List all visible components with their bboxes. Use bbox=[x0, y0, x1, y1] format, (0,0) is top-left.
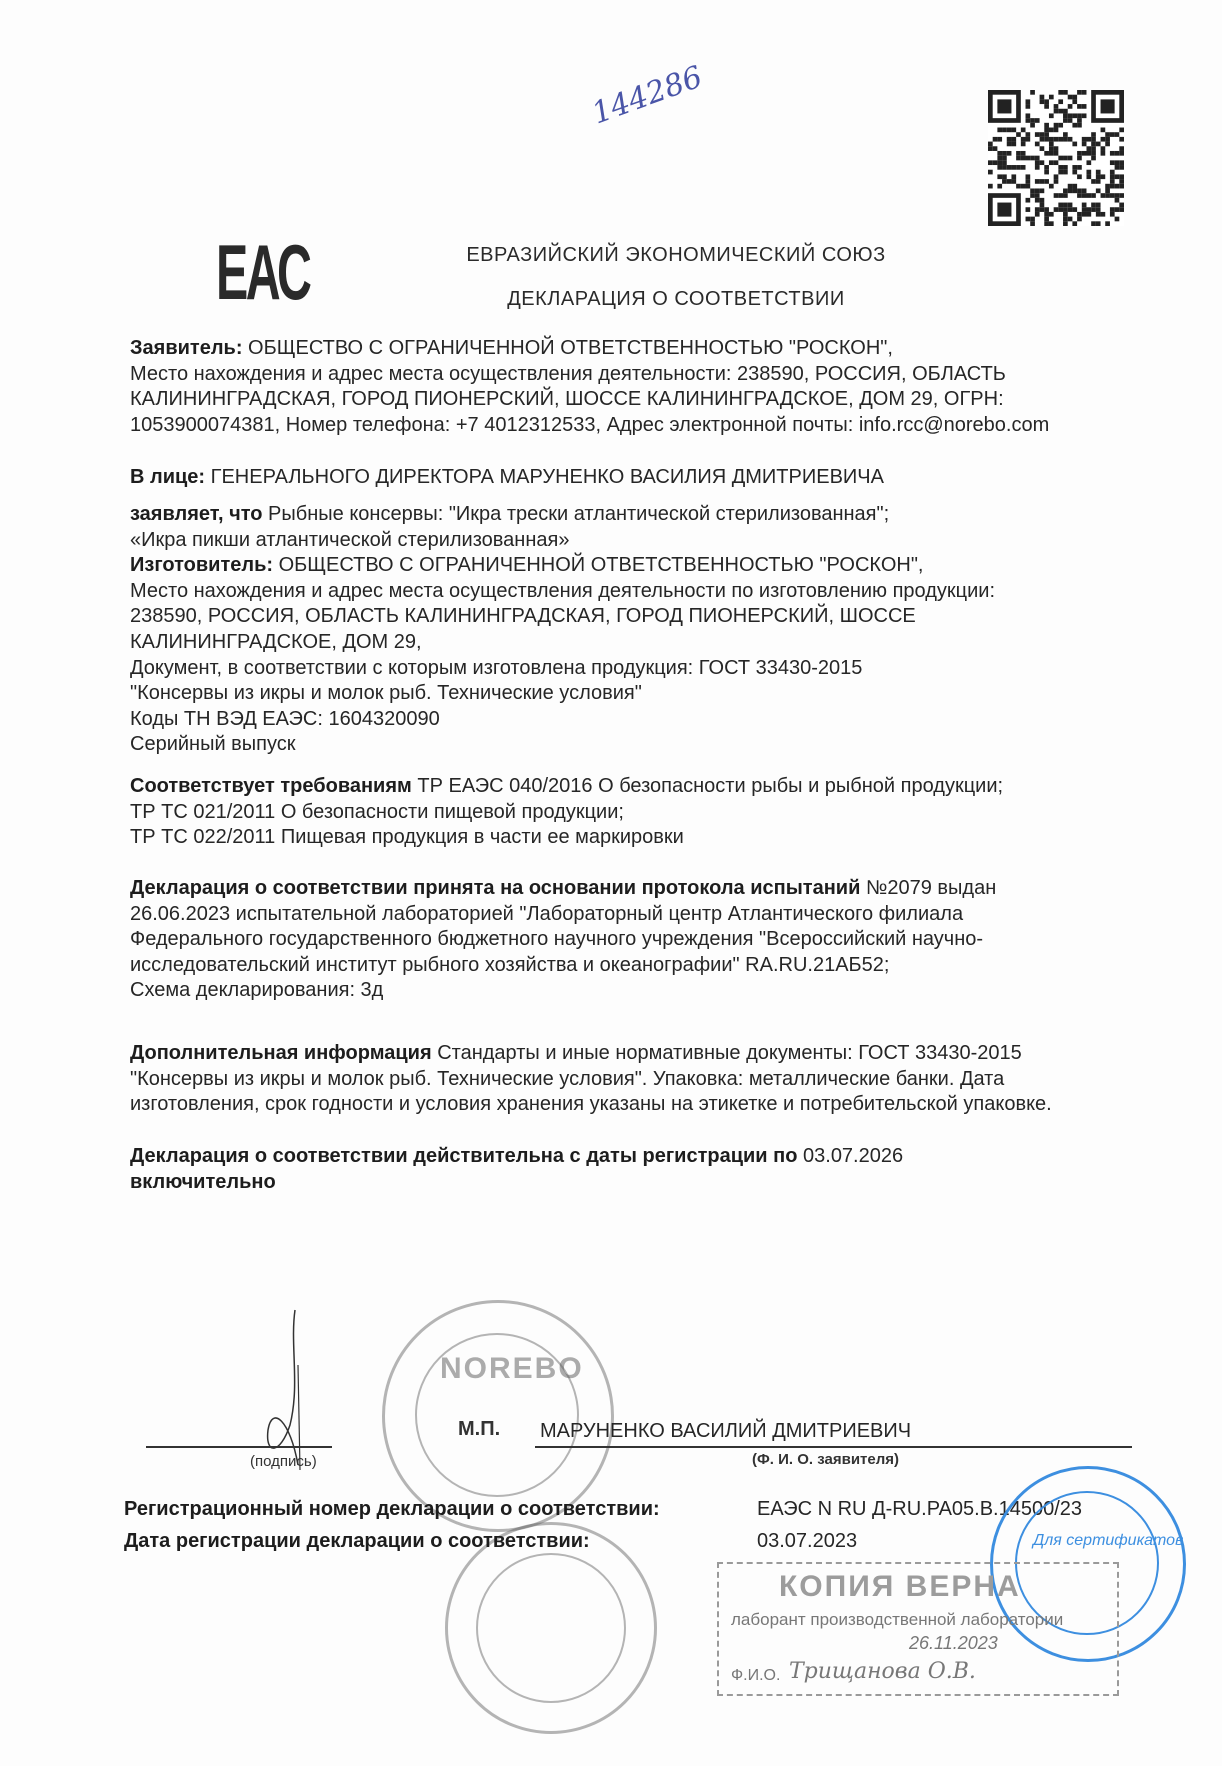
applicant-address: КАЛИНИНГРАДСКАЯ, ГОРОД ПИОНЕРСКИЙ, ШОССЕ КАЛИНИНГРАДСКОЕ, ДОМ 29, ОГРН: bbox=[130, 388, 1004, 411]
copy-title: КОПИЯ ВЕРНА bbox=[779, 1570, 1021, 1603]
qr-code bbox=[988, 90, 1124, 226]
additional-line: изготовления, срок годности и условия хранения указаны на этикетке и потребительской упаковке. bbox=[130, 1093, 1052, 1116]
copy-date: 26.11.2023 bbox=[909, 1633, 998, 1653]
additional-line: Стандарты и иные нормативные документы: ГОСТ 33430-2015 bbox=[431, 1042, 1022, 1064]
signature-caption: (подпись) bbox=[250, 1453, 317, 1470]
representative-label: В лице: bbox=[130, 466, 206, 488]
validity-label: Декларация о соответствии действительна с даты регистрации по bbox=[130, 1145, 798, 1167]
regulation: ТР ТС 022/2011 Пищевая продукция в части ее маркировки bbox=[130, 826, 684, 849]
registration-date-label: Дата регистрации декларации о соответствии: bbox=[124, 1530, 590, 1552]
regulation: ТР ТС 021/2011 О безопасности пищевой продукции; bbox=[130, 800, 624, 823]
manufacturer-line: КАЛИНИНГРАДСКОЕ, ДОМ 29, bbox=[130, 630, 422, 653]
certified-copy-stamp bbox=[717, 1562, 1119, 1696]
stamp-logo-text: NOREBO bbox=[440, 1352, 584, 1385]
applicant-contacts: 1053900074381, Номер телефона: +7 4012312533, Адрес электронной почты: info.rcc@norebo.com bbox=[130, 413, 1050, 436]
declares-label: заявляет, что bbox=[130, 503, 263, 525]
validity-date: 03.07.2026 bbox=[797, 1145, 904, 1167]
manufacturer-name: ОБЩЕСТВО С ОГРАНИЧЕННОЙ ОТВЕТСТВЕННОСТЬЮ "РОСКОН", bbox=[273, 554, 924, 577]
name-line bbox=[535, 1446, 1132, 1448]
compliance-label: Соответствует требованиям bbox=[130, 775, 412, 797]
registration-date: 03.07.2023 bbox=[757, 1530, 858, 1552]
additional-section bbox=[130, 1041, 1052, 1118]
additional-label: Дополнительная информация bbox=[130, 1042, 432, 1064]
applicant-section bbox=[130, 336, 1049, 438]
representative-name: ГЕНЕРАЛЬНОГО ДИРЕКТОРА МАРУНЕНКО ВАСИЛИЯ ДМИТРИЕВИЧА bbox=[205, 466, 884, 488]
basis-section bbox=[130, 876, 996, 1004]
blue-stamp-text: Для сертификатов bbox=[1033, 1532, 1184, 1549]
basis-line: Схема декларирования: 3д bbox=[130, 979, 384, 1002]
handwritten-signature bbox=[250, 1305, 330, 1475]
product-line: Рыбные консервы: "Икра трески атлантической стерилизованная"; bbox=[262, 503, 890, 525]
manufacturer-line: "Консервы из икры и молок рыб. Технические условия" bbox=[130, 682, 642, 705]
manufacturer-line: Место нахождения и адрес места осуществления деятельности по изготовлению продукции: bbox=[130, 579, 996, 602]
registration-number-label: Регистрационный номер декларации о соответствии: bbox=[124, 1498, 660, 1520]
basis-line: 26.06.2023 испытательной лабораторией "Лабораторный центр Атлантического филиала bbox=[130, 902, 964, 925]
eac-logo: ЕАС bbox=[216, 228, 310, 316]
applicant-name: ОБЩЕСТВО С ОГРАНИЧЕННОЙ ОТВЕТСТВЕННОСТЬЮ "РОСКОН", bbox=[242, 337, 893, 359]
basis-line: №2079 выдан bbox=[860, 877, 997, 899]
regulation: ТР ЕАЭС 040/2016 О безопасности рыбы и рыбной продукции; bbox=[411, 775, 1004, 797]
product-line: «Икра пикши атлантической стерилизованная» bbox=[130, 528, 570, 551]
manufacturer-label: Изготовитель: bbox=[130, 554, 274, 577]
basis-line: Федерального государственного бюджетного научного учреждения "Всероссийский научно- bbox=[130, 928, 984, 951]
validity-section bbox=[130, 1144, 903, 1195]
compliance-section bbox=[130, 774, 1003, 851]
handwritten-number: 144286 bbox=[587, 59, 708, 132]
signature-line bbox=[146, 1446, 332, 1448]
applicant-label: Заявитель: bbox=[130, 337, 243, 359]
copy-signature: Трищанова О.В. bbox=[789, 1659, 976, 1684]
basis-label: Декларация о соответствии принята на основании протокола испытаний bbox=[130, 877, 861, 899]
signatory-name: МАРУНЕНКО ВАСИЛИЙ ДМИТРИЕВИЧ bbox=[540, 1420, 912, 1442]
manufacturer-line: Серийный выпуск bbox=[130, 733, 296, 756]
name-caption: (Ф. И. О. заявителя) bbox=[752, 1451, 900, 1468]
manufacturer-line: Коды ТН ВЭД ЕАЭС: 1604320090 bbox=[130, 707, 440, 730]
additional-line: "Консервы из икры и молок рыб. Технические условия". Упаковка: металлические банки. Дата bbox=[130, 1067, 1005, 1090]
seal-place-label: М.П. bbox=[458, 1418, 501, 1440]
representative-section bbox=[130, 465, 884, 491]
manufacturer-line: Документ, в соответствии с которым изготовлена продукция: ГОСТ 33430-2015 bbox=[130, 656, 863, 679]
copy-fio-label: Ф.И.О. bbox=[731, 1667, 781, 1684]
validity-label-2: включительно bbox=[130, 1170, 276, 1193]
basis-line: исследовательский институт рыбного хозяйства и океанографии" RA.RU.21АБ52; bbox=[130, 953, 890, 976]
product-section bbox=[130, 502, 995, 758]
document-title: ДЕКЛАРАЦИЯ О СООТВЕТСТВИИ bbox=[507, 288, 845, 310]
applicant-address: Место нахождения и адрес места осуществления деятельности: 238590, РОССИЯ, ОБЛАСТЬ bbox=[130, 362, 1006, 385]
registration-number: ЕАЭС N RU Д-RU.PA05.B.14500/23 bbox=[757, 1498, 1083, 1520]
copy-role: лаборант производственной лаборатории bbox=[731, 1610, 1064, 1629]
union-title: ЕВРАЗИЙСКИЙ ЭКОНОМИЧЕСКИЙ СОЮЗ bbox=[466, 244, 886, 266]
manufacturer-line: 238590, РОССИЯ, ОБЛАСТЬ КАЛИНИНГРАДСКАЯ, ГОРОД ПИОНЕРСКИЙ, ШОССЕ bbox=[130, 605, 916, 628]
company-stamp-2 bbox=[445, 1522, 657, 1734]
